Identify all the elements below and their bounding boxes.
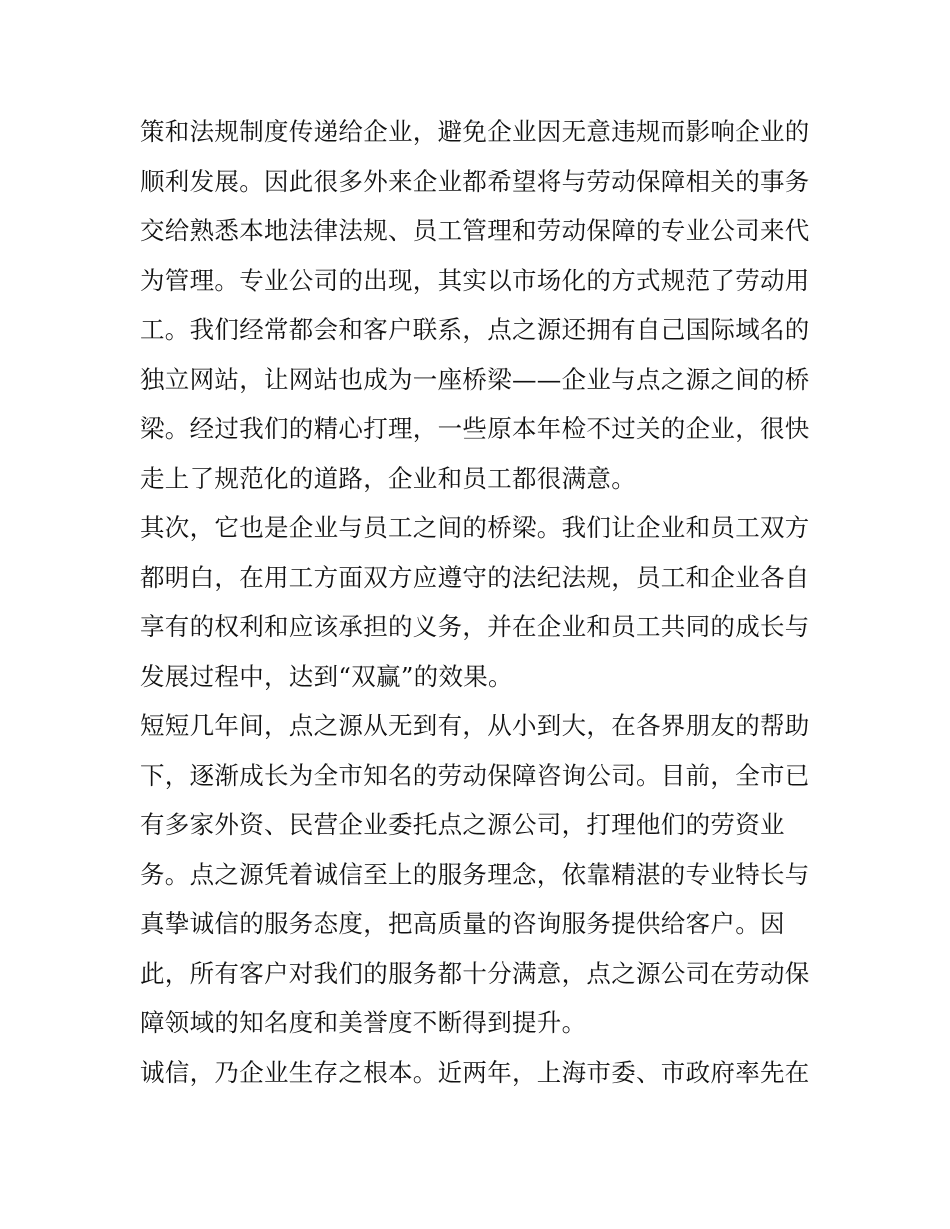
paragraph-2 [140,503,820,701]
text-line: 走上了规范化的道路，企业和员工都很满意。 [140,463,636,493]
text-line: 务。点之源凭着诚信至上的服务理念，依靠精湛的专业特长与 [140,859,810,889]
paragraph-4 [140,1048,820,1098]
text-line: 其次，它也是企业与员工之间的桥梁。我们让企业和员工双方 [140,513,810,542]
text-line: 诚信，乃企业生存之根本。近两年，上海市委、市政府率先在 [140,1057,810,1087]
text-line: 此，所有客户对我们的服务都十分满意，点之源公司在劳动保 [140,958,810,988]
text-line: 策和法规制度传递给企业，避免企业因无意违规而影响企业的 [140,117,810,146]
text-line: 为管理。专业公司的出现，其实以市场化的方式规范了劳动用 [140,265,810,295]
text-line: 有多家外资、民营企业委托点之源公司，打理他们的劳资业 [140,810,785,839]
paragraph-1 [140,107,820,503]
text-line: 都明白，在用工方面双方应遵守的法纪法规，员工和企业各自 [140,562,810,592]
text-line: 梁。经过我们的精心打理，一些原本年检不过关的企业，很快 [140,414,810,443]
text-line: 享有的权利和应该承担的义务，并在企业和员工共同的成长与 [140,612,810,641]
text-line: 交给熟悉本地法律法规、员工管理和劳动保障的专业公司来代 [140,216,810,245]
text-line: 真挚诚信的服务态度，把高质量的咨询服务提供给客户。因 [140,909,785,938]
text-line: 顺利发展。因此很多外来企业都希望将与劳动保障相关的事务 [140,166,810,196]
text-line: 短短几年间，点之源从无到有，从小到大，在各界朋友的帮助 [140,711,810,740]
text-line: 工。我们经常都会和客户联系，点之源还拥有自己国际域名的 [140,315,810,344]
text-line: 发展过程中，达到“双赢”的效果。 [140,661,513,691]
document-body [140,107,820,1097]
text-line: 障领域的知名度和美誉度不断得到提升。 [140,1008,587,1037]
text-line: 独立网站，让网站也成为一座桥梁——企业与点之源之间的桥 [140,364,810,394]
text-line: 下，逐渐成长为全市知名的劳动保障咨询公司。目前，全市已 [140,760,810,790]
paragraph-3 [140,701,820,1048]
